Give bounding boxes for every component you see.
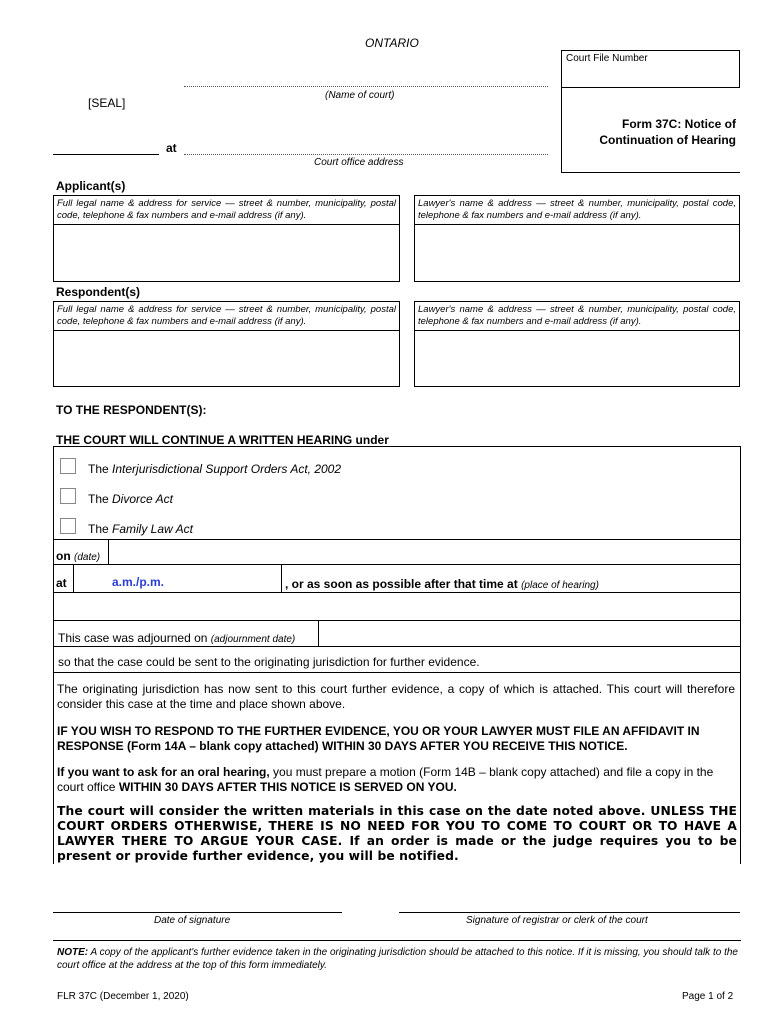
form-id: FLR 37C (December 1, 2020) — [57, 991, 189, 1002]
at-label: at — [166, 141, 177, 155]
form-title: Form 37C: Notice of Continuation of Hearing — [599, 117, 736, 147]
note-text: NOTE: A copy of the applicant's further evidence taken in the originating jurisdiction should be attached to this notice. If it is missing, you should talk to the court office at the address at the top of this form immediately. — [57, 947, 738, 971]
adjourned-text: This case was adjourned on (adjournment date) — [58, 631, 296, 645]
court-address-line[interactable] — [184, 154, 548, 155]
respond-paragraph: IF YOU WISH TO RESPOND TO THE FURTHER EVIDENCE, YOU OR YOUR LAWYER MUST FILE AN AFFIDAVIT IN RESPONSE (Form 14A – blank copy attached) WITHIN 30 DAYS AFTER YOU RECEIVE THIS NOTICE. — [57, 724, 700, 753]
hearing-date-field[interactable] — [109, 540, 739, 563]
on-date-label: on (date) — [56, 549, 101, 563]
date-of-signature-label: Date of signature — [154, 915, 231, 926]
continue-heading: THE COURT WILL CONTINUE A WRITTEN HEARING under — [56, 433, 389, 447]
clerk-signature-label: Signature of registrar or clerk of the court — [466, 915, 648, 926]
applicant-lawyer-desc: Lawyer's name & address — street & number, municipality, postal code, telephone & fax numbers and e-mail address (if any). — [418, 198, 736, 221]
applicant-party-desc: Full legal name & address for service — street & number, municipality, postal code, telephone & fax numbers and e-mail address (if any). — [57, 198, 396, 221]
evidence-paragraph: The originating jurisdiction has now sent to this court further evidence, a copy of which is attached. This court will therefore consider this case at the time and place shown above. — [57, 682, 735, 711]
clerk-signature-line[interactable] — [399, 912, 740, 913]
act-divorce: The Divorce Act — [88, 492, 173, 506]
act-isoa: The Interjurisdictional Support Orders Act, 2002 — [88, 462, 342, 476]
applicant-party-box[interactable] — [53, 195, 400, 282]
respondents-heading: Respondent(s) — [56, 285, 140, 299]
sent-text: so that the case could be sent to the originating jurisdiction for further evidence. — [58, 655, 480, 669]
asap-text: , or as soon as possible after that time at (place of hearing) — [285, 577, 599, 591]
court-name-line[interactable] — [184, 86, 548, 87]
court-location-line[interactable] — [53, 154, 159, 155]
court-file-number-box[interactable] — [561, 50, 740, 88]
seal: [SEAL] — [88, 96, 126, 110]
adjournment-date-field[interactable] — [319, 621, 739, 645]
applicant-lawyer-box[interactable] — [414, 195, 740, 282]
court-file-label: Court File Number — [566, 53, 648, 64]
province: ONTARIO — [365, 36, 419, 50]
court-office-label: Court office address — [314, 157, 404, 168]
oral-hearing-paragraph: If you want to ask for an oral hearing, you must prepare a motion (Form 14B – blank copy attached) and file a copy in the court office WITHIN 30 DAYS AFTER THIS NOTICE IS SERVED ON YOU. — [57, 765, 714, 794]
respondent-lawyer-desc: Lawyer's name & address — street & number, municipality, postal code, telephone & fax numbers and e-mail address (if any). — [418, 304, 736, 327]
respondent-lawyer-box[interactable] — [414, 301, 740, 387]
family-law-act-checkbox[interactable] — [60, 518, 76, 534]
isoa-checkbox[interactable] — [60, 458, 76, 474]
page-number: Page 1 of 2 — [682, 991, 734, 1002]
court-consider-paragraph: The court will consider the written materials in this case on the date noted above. UNLESS THE COURT ORDERS OTHERWISE, THERE IS NO NEED FOR YOU TO COME TO COURT OR TO HAVE A LAWYER THERE TO ARGUE YOUR CASE. If an order is made or the judge requires you to be present or provide further evidence, you will be notified. — [57, 804, 737, 863]
date-signature-line[interactable] — [53, 912, 342, 913]
ampm-field[interactable]: a.m./p.m. — [112, 575, 165, 589]
at-time-label: at — [56, 576, 67, 590]
respondent-party-box[interactable] — [53, 301, 400, 387]
respondent-party-desc: Full legal name & address for service — street & number, municipality, postal code, telephone & fax numbers and e-mail address (if any). — [57, 304, 396, 327]
place-of-hearing-field[interactable] — [54, 593, 740, 619]
name-of-court-label: (Name of court) — [325, 90, 395, 101]
to-respondent: TO THE RESPONDENT(S): — [56, 403, 207, 417]
applicants-heading: Applicant(s) — [56, 179, 126, 193]
divorce-act-checkbox[interactable] — [60, 488, 76, 504]
act-family-law: The Family Law Act — [88, 522, 193, 536]
